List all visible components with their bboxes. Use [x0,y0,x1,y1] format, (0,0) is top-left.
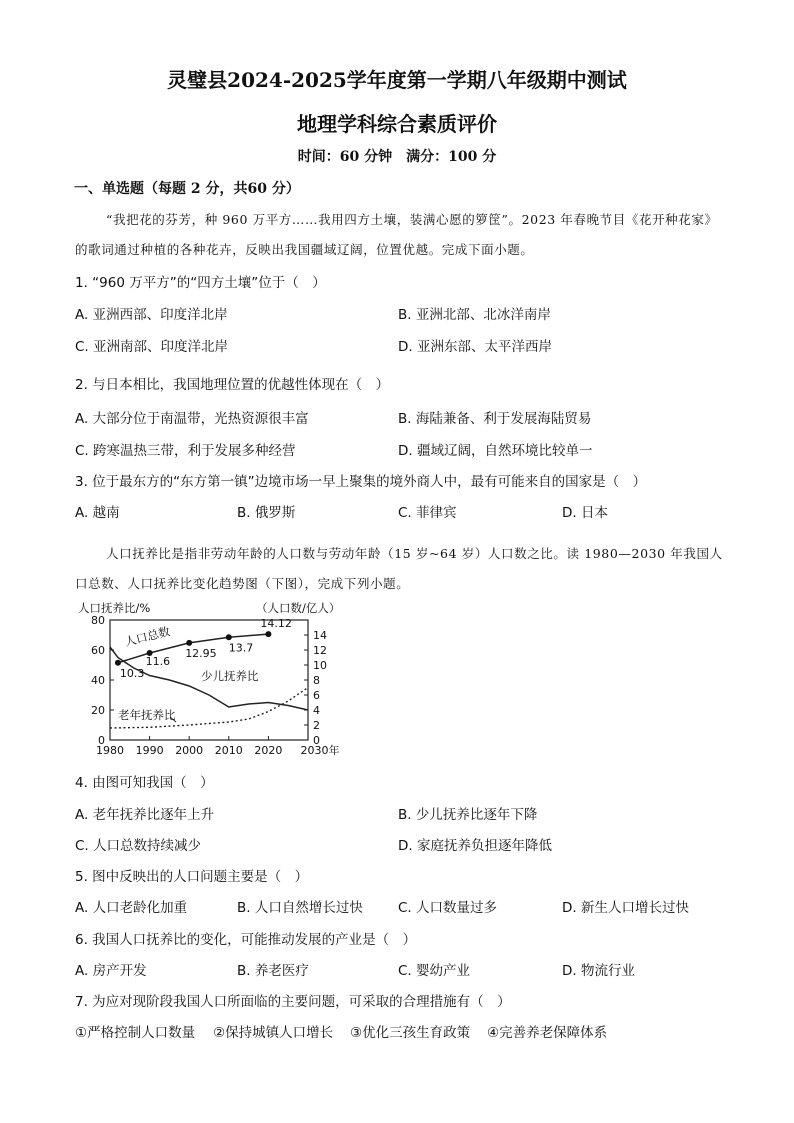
q3-option-d[interactable]: D. 日本 [562,505,608,521]
population-data-label: 14.12 [260,617,292,631]
x-tick-label: 2010 [214,744,243,757]
q1-option-b[interactable]: B. 亚洲北部、北冰洋南岸 [398,307,551,323]
q2-option-d[interactable]: D. 疆域辽阔，自然环境比较单一 [398,443,593,459]
question-3: 3. 位于最东方的“东方第一镇”边境市场一早上聚集的境外商人中，最有可能来自的国家是（ ） [75,474,647,490]
q3-option-a[interactable]: A. 越南 [75,505,120,521]
question-4: 4. 由图可知我国（ ） [75,775,214,791]
q4-option-c[interactable]: C. 人口总数持续减少 [75,838,202,854]
q6-option-c[interactable]: C. 婴幼产业 [398,963,471,979]
q7-item-3: ③优化三孩生育政策 [350,1025,471,1041]
q4-option-d[interactable]: D. 家庭抚养负担逐年降低 [398,838,552,854]
question-6: 6. 我国人口抚养比的变化，可能推动发展的产业是（ ） [75,932,417,948]
y-right-tick-label: 10 [313,659,327,672]
population-data-label: 10.3 [119,666,145,680]
population-data-label: 11.6 [145,655,171,668]
q6-option-b[interactable]: B. 养老医疗 [237,963,309,979]
series-label-child-dependency: 少儿抚养比 [201,669,259,683]
q5-option-c[interactable]: C. 人口数量过多 [398,900,498,916]
y-right-tick-label: 4 [313,704,320,717]
q1-option-a[interactable]: A. 亚洲西部、印度洋北岸 [75,307,228,323]
passage-1-line-1: “我把花的芬芳，种 960 万平方……我用四方土壤，装满心愿的箩筐”。2023 年春晚节目《花开种花家》 [106,212,718,227]
q2-option-a[interactable]: A. 大部分位于南温带，光热资源很丰富 [75,411,309,427]
y-axis-right-label: （人口数/亿人） [256,601,341,615]
y-left-tick-label: 80 [91,614,105,627]
population-point [186,640,192,646]
y-axis-left-label: 人口抚养比/% [78,601,151,615]
series-label-elderly-dependency: 老年抚养比 [118,708,176,722]
passage-2-line-2: 口总数、人口抚养比变化趋势图（下图），完成下列小题。 [75,576,410,591]
population-data-label: 13.7 [228,641,254,655]
q5-option-a[interactable]: A. 人口老龄化加重 [75,900,188,916]
x-tick-label: 2020 [254,744,283,757]
question-7: 7. 为应对现阶段我国人口所面临的主要问题，可采取的合理措施有（ ） [75,994,511,1010]
q2-option-b[interactable]: B. 海陆兼备、利于发展海陆贸易 [398,411,592,427]
y-left-tick-label: 20 [91,704,105,717]
passage-1-line-2: 的歌词通过种植的各种花卉，反映出我国疆域辽阔，位置优越。完成下面小题。 [75,242,534,257]
q3-option-b[interactable]: B. 俄罗斯 [237,505,296,521]
q4-option-b[interactable]: B. 少儿抚养比逐年下降 [398,807,538,823]
q7-item-2: ②保持城镇人口增长 [213,1025,334,1041]
population-point [265,631,271,637]
question-2: 2. 与日本相比，我国地理位置的优越性体现在（ ） [75,377,390,393]
y-right-tick-label: 6 [313,689,320,702]
x-tick-label: 1990 [135,744,164,757]
page-title: 灵璧县2024-2025学年度第一学期八年级期中测试 [167,68,627,92]
x-tick-label: 2030年 [300,744,340,757]
q6-option-d[interactable]: D. 物流行业 [562,963,635,979]
q1-option-c[interactable]: C. 亚洲南部、印度洋北岸 [75,339,229,355]
population-data-label: 12.95 [185,646,217,660]
q2-option-c[interactable]: C. 跨寒温热三带，利于发展多种经营 [75,443,296,459]
question-5: 5. 图中反映出的人口问题主要是（ ） [75,869,309,885]
population-chart [74,598,344,760]
y-left-tick-label: 40 [91,674,105,687]
y-left-tick-label: 60 [91,644,105,657]
y-right-tick-label: 8 [313,674,320,687]
section-heading: 一、单选题（每题 2 分，共60 分） [74,181,300,197]
x-tick-label: 2000 [175,744,204,757]
exam-meta: 时间：60 分钟 满分：100 分 [297,149,497,165]
series-label-population: 人口总数 [123,624,172,649]
q5-option-d[interactable]: D. 新生人口增长过快 [562,900,689,916]
y-right-tick-label: 14 [313,629,327,642]
q5-option-b[interactable]: B. 人口自然增长过快 [237,900,363,916]
y-right-tick-label: 0 [313,734,320,747]
x-tick-label: 1980 [96,744,124,757]
q3-option-c[interactable]: C. 菲律宾 [398,505,457,521]
q7-item-4: ④完善养老保障体系 [487,1025,608,1041]
page-subtitle: 地理学科综合素质评价 [297,112,497,136]
q1-option-d[interactable]: D. 亚洲东部、太平洋西岸 [398,339,552,355]
question-1: 1. “960 万平方”的“四方土壤”位于（ ） [75,275,326,291]
y-right-tick-label: 12 [313,644,327,657]
q4-option-a[interactable]: A. 老年抚养比逐年上升 [75,807,215,823]
y-left-tick-label: 0 [98,734,105,747]
y-right-tick-label: 2 [313,719,320,732]
population-point [115,660,121,666]
passage-2-line-1: 人口抚养比是指非劳动年龄的人口数与劳动年龄（15 岁~64 岁）人口数之比。读 1980—2030 年我国人 [106,546,723,561]
population-point [226,634,232,640]
q7-item-1: ①严格控制人口数量 [75,1025,196,1041]
q6-option-a[interactable]: A. 房产开发 [75,963,147,979]
